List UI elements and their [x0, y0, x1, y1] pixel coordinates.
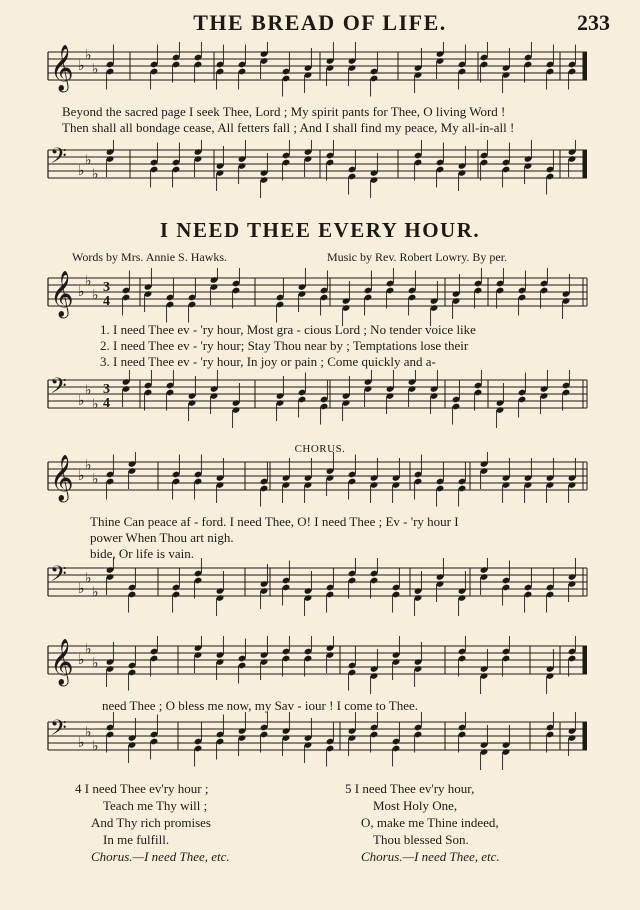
- svg-text:𝄞: 𝄞: [50, 639, 74, 685]
- chorus-bass-staff: [0, 558, 640, 618]
- chorus-treble-staff: [0, 452, 640, 512]
- top-treble-staff: [0, 42, 640, 102]
- svg-text:♭: ♭: [78, 284, 85, 300]
- chorus-line-3: bide, Or life is vain.: [90, 546, 194, 561]
- stanza-5-line-4: Thou blessed Son.: [373, 832, 469, 847]
- stanza-4-line-3: And Thy rich promises: [91, 815, 211, 830]
- svg-text:♭: ♭: [92, 166, 99, 183]
- svg-text:♭: ♭: [92, 396, 99, 413]
- svg-text:3: 3: [103, 280, 110, 295]
- final-treble-staff: [0, 636, 640, 696]
- svg-text:♭: ♭: [78, 163, 85, 179]
- svg-text:♭: ♭: [78, 468, 85, 484]
- verse-line-2: 2. I need Thee ev - 'ry hour; Stay Thou near by ; Temptations lose their: [100, 338, 469, 353]
- svg-text:♭: ♭: [92, 287, 99, 304]
- verse-bass-staff: [0, 370, 640, 430]
- svg-text:𝄞: 𝄞: [50, 45, 74, 91]
- svg-text:𝄢: 𝄢: [50, 562, 67, 592]
- svg-text:𝄢: 𝄢: [50, 144, 67, 174]
- svg-text:♭: ♭: [78, 393, 85, 409]
- svg-text:♭: ♭: [85, 641, 92, 658]
- svg-text:𝄢: 𝄢: [50, 374, 67, 404]
- svg-text:𝄢: 𝄢: [50, 716, 67, 746]
- svg-text:♭: ♭: [78, 735, 85, 751]
- stanza-5-chorus: Chorus.—I need Thee, etc.: [361, 849, 500, 864]
- stanza-4-line-4: In me fulfill.: [103, 832, 170, 847]
- stanza-5: [345, 780, 500, 865]
- page-header-title: THE BREAD OF LIFE.: [193, 10, 447, 35]
- stanza-5-line-1: 5 I need Thee ev'ry hour,: [345, 781, 475, 796]
- svg-text:♭: ♭: [85, 152, 92, 169]
- final-bass-staff: [0, 712, 640, 772]
- svg-text:♭: ♭: [85, 570, 92, 587]
- svg-text:♭: ♭: [85, 273, 92, 290]
- svg-text:♭: ♭: [92, 655, 99, 672]
- svg-text:♭: ♭: [78, 58, 85, 74]
- hymn-title: I NEED THEE EVERY HOUR.: [159, 218, 481, 242]
- music-credit: Music by Rev. Robert Lowry. By per.: [327, 250, 508, 264]
- verse-line-3: 3. I need Thee ev - 'ry hour, In joy or pain ; Come quickly and a-: [100, 354, 436, 369]
- stanza-4-chorus: Chorus.—I need Thee, etc.: [91, 849, 230, 864]
- top-hymn-lyric-line1: Beyond the sacred page I seek Thee, Lord ; My spirit pants for Thee, O living Word !: [62, 104, 506, 119]
- stanza-4: [75, 780, 230, 865]
- svg-text:♭: ♭: [85, 382, 92, 399]
- final-lyric-line: need Thee ; O bless me now, my Sav - iour ! I come to Thee.: [102, 698, 419, 713]
- chorus-line-1: Thine Can peace af - ford. I need Thee, O! I need Thee ; Ev - 'ry hour I: [90, 514, 459, 529]
- stanza-5-line-3: O, make me Thine indeed,: [361, 815, 499, 830]
- verse-treble-staff: [0, 268, 640, 328]
- svg-text:♭: ♭: [78, 652, 85, 668]
- stanza-4-line-2: Teach me Thy will ;: [103, 798, 208, 813]
- svg-text:♭: ♭: [92, 738, 99, 755]
- verse-line-1: 1. I need Thee ev - 'ry hour, Most gra - cious Lord ; No tender voice like: [100, 322, 476, 337]
- svg-text:4: 4: [103, 396, 110, 411]
- svg-text:𝄞: 𝄞: [50, 455, 74, 501]
- svg-text:𝄞: 𝄞: [50, 271, 74, 317]
- top-bass-staff: [0, 140, 640, 200]
- svg-text:♭: ♭: [78, 581, 85, 597]
- hymn-credits: [72, 250, 572, 265]
- svg-text:♭: ♭: [92, 584, 99, 601]
- svg-text:♭: ♭: [85, 457, 92, 474]
- svg-text:♭: ♭: [92, 471, 99, 488]
- svg-text:3: 3: [103, 382, 110, 397]
- words-credit: Words by Mrs. Annie S. Hawks.: [72, 250, 228, 264]
- stanza-5-line-2: Most Holy One,: [373, 798, 458, 813]
- top-hymn-lyric-line2: Then shall all bondage cease, All fetters fall ; And I shall find my peace, My all-in-all !: [62, 120, 515, 135]
- page-number: 233: [577, 10, 610, 35]
- svg-text:♭: ♭: [92, 61, 99, 78]
- chorus-label: CHORUS.: [294, 443, 346, 455]
- svg-text:4: 4: [103, 294, 110, 309]
- svg-text:♭: ♭: [85, 724, 92, 741]
- svg-text:♭: ♭: [85, 47, 92, 64]
- stanza-4-line-1: 4 I need Thee ev'ry hour ;: [75, 781, 209, 796]
- chorus-line-2: power When Thou art nigh.: [90, 530, 234, 545]
